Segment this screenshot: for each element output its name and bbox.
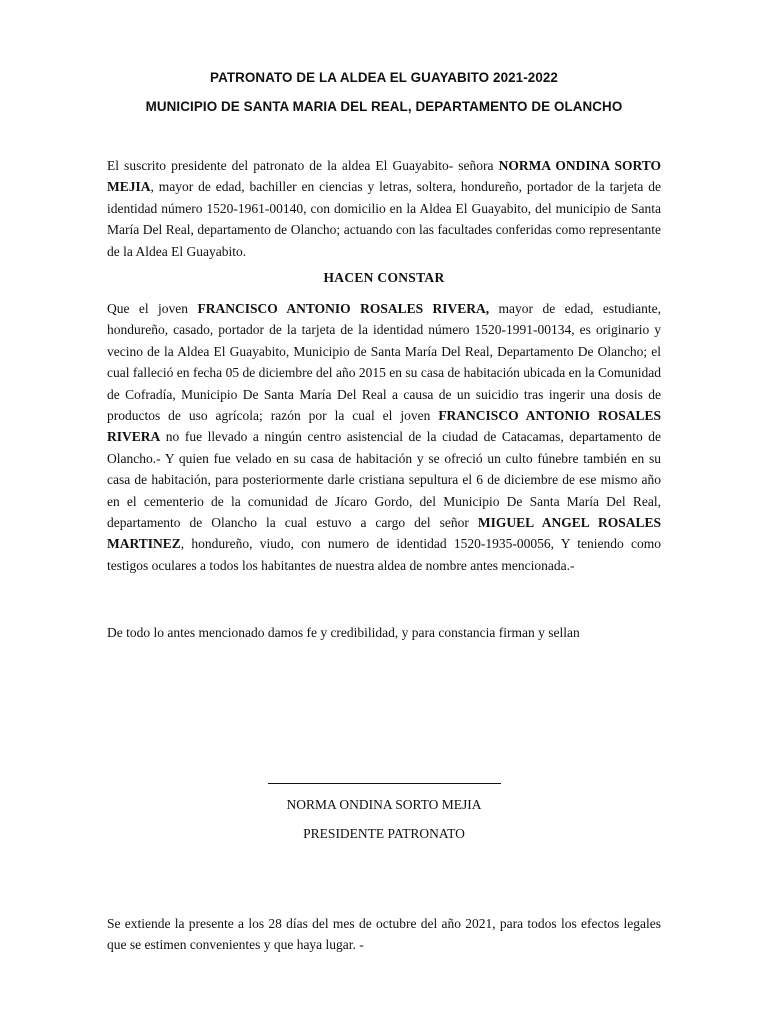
section-heading: HACEN CONSTAR <box>323 270 445 285</box>
signatory-name: NORMA ONDINA SORTO MEJIA <box>286 797 482 812</box>
president-name: NORMA ONDINA SORTO MEJIA <box>107 158 662 195</box>
footer-paragraph: Se extiende la presente a los 28 días del mes de octubre del año 2021, para todos los efectos legales que se estimen convenientes y que haya lugar. - <box>107 916 661 953</box>
body-text-3: no fue llevado a ningún centro asistencial de la ciudad de Catacamas, departamento de Olancho.- Y quien fue velado en su casa de habitación y se ofreció un culto fúnebre también en su casa de habitación, para posteriormente darle cristiana sepultura el 6 de diciembre de ese mismo año en el cementerio de la comunidad de Jícaro Gordo, del Municipio De Santa María Del Real, departamento de Olancho la cual estuvo a cargo del señor <box>107 429 661 531</box>
document-title: PATRONATO DE LA ALDEA EL GUAYABITO 2021-2022 <box>210 70 558 85</box>
deceased-name: FRANCISCO ANTONIO ROSALES RIVERA, <box>197 301 490 316</box>
signature-line <box>268 783 501 784</box>
intro-text-1: El suscrito presidente del patronato de la aldea El Guayabito- señora <box>107 158 499 173</box>
intro-text-2: , mayor de edad, bachiller en ciencias y letras, soltera, hondureño, portador de la tarjeta de identidad número 1520-1961-00140, con domicilio en la Aldea El Guayabito, del municipio de Santa María Del Real, departamento de Olancho; actuando con las facultades conferidas como representante de la Aldea El Guayabito. <box>107 179 661 259</box>
body-text-2: mayor de edad, estudiante, hondureño, casado, portador de la tarjeta de la identidad número 1520-1991-00134, es originario y vecino de la Aldea El Guayabito, Municipio de Santa María Del Real, Departamento De Olancho; el cual falleció en fecha 05 de diciembre del año 2015 en su casa de habitación ubicada en la Comunidad de Cofradía, Municipio De Santa María Del Real a causa de un suicidio tras ingerir una dosis de productos de uso agrícola; razón por la cual el joven <box>107 301 661 424</box>
intro-paragraph <box>107 155 661 262</box>
signatory-role: PRESIDENTE PATRONATO <box>303 826 465 841</box>
body-text-1: Que el joven <box>107 301 198 316</box>
responsible-name: MIGUEL ANGEL ROSALES MARTINEZ <box>107 515 661 552</box>
closing-paragraph: De todo lo antes mencionado damos fe y credibilidad, y para constancia firman y sellan <box>107 625 580 640</box>
document-subtitle: MUNICIPIO DE SANTA MARIA DEL REAL, DEPARTAMENTO DE OLANCHO <box>145 99 623 114</box>
body-text-4: , hondureño, viudo, con numero de identidad 1520-1935-00056, Y teniendo como testigos oculares a todos los habitantes de nuestra aldea de nombre antes mencionada.- <box>107 536 661 573</box>
body-paragraph <box>107 298 661 576</box>
deceased-name-repeat: FRANCISCO ANTONIO ROSALES RIVERA <box>107 408 661 445</box>
